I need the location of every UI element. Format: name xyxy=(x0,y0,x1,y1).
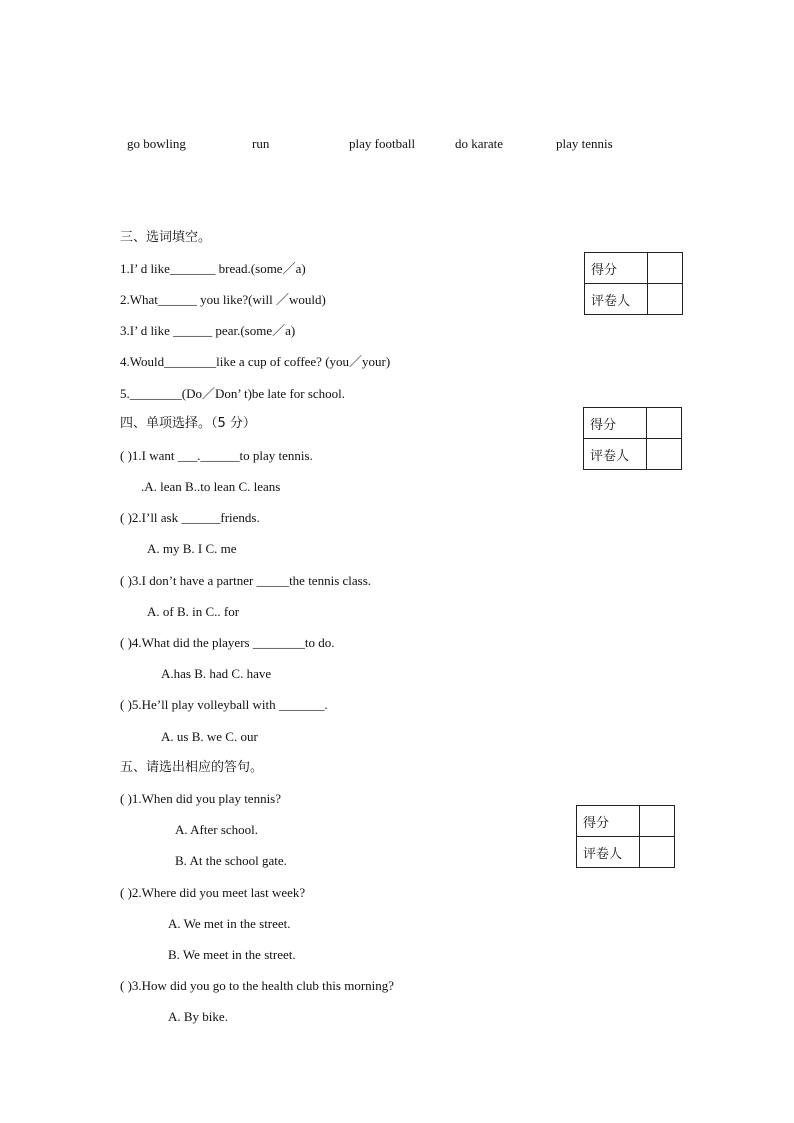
question-option: B. We meet in the street. xyxy=(168,947,296,962)
score-box xyxy=(576,805,675,868)
question-item: 2.What______ you like?(will ／would) xyxy=(120,292,326,307)
question-item: 5.________(Do／Don’ t)be late for school. xyxy=(120,386,346,401)
grader-label: 评卷人 xyxy=(577,837,640,868)
section-title: 三、选词填空。 xyxy=(120,230,212,245)
question-item: ( )3.I don’t have a partner _____the tennis class. xyxy=(120,573,372,588)
grader-cell xyxy=(640,837,675,868)
score-cell xyxy=(648,253,683,284)
question-item: ( )1.When did you play tennis? xyxy=(120,791,282,806)
question-option: A. By bike. xyxy=(168,1009,228,1024)
word-bank-item: play tennis xyxy=(556,136,613,151)
grader-label: 评卷人 xyxy=(585,284,648,315)
question-options: A.has B. had C. have xyxy=(161,666,272,681)
score-cell xyxy=(647,408,682,439)
grader-cell xyxy=(647,439,682,470)
question-item: ( )2.I’ll ask ______friends. xyxy=(120,510,260,525)
question-item: 1.I’ d like_______ bread.(some／a) xyxy=(120,261,306,276)
score-box xyxy=(584,252,683,315)
question-item: ( )1.I want ___.______to play tennis. xyxy=(120,448,313,463)
question-option: A. After school. xyxy=(175,822,259,837)
question-item: 4.Would________like a cup of coffee? (you／your) xyxy=(120,354,391,369)
word-bank-item: do karate xyxy=(455,136,504,151)
question-item: ( )5.He’ll play volleyball with _______. xyxy=(120,697,328,712)
score-label: 得分 xyxy=(584,408,647,439)
section-title: 四、单项选择。（5 分） xyxy=(120,416,256,431)
question-options: .A. lean B..to lean C. leans xyxy=(141,479,281,494)
score-box xyxy=(583,407,682,470)
question-options: A. of B. in C.. for xyxy=(147,604,240,619)
score-label: 得分 xyxy=(577,806,640,837)
question-item: ( )3.How did you go to the health club this morning? xyxy=(120,978,395,993)
question-item: ( )2.Where did you meet last week? xyxy=(120,885,306,900)
question-option: A. We met in the street. xyxy=(168,916,291,931)
question-options: A. my B. I C. me xyxy=(147,541,237,556)
grader-label: 评卷人 xyxy=(584,439,647,470)
word-bank-item: play football xyxy=(349,136,416,151)
question-options: A. us B. we C. our xyxy=(161,729,258,744)
score-label: 得分 xyxy=(585,253,648,284)
grader-cell xyxy=(648,284,683,315)
word-bank-item: go bowling xyxy=(127,136,186,151)
question-item: 3.I’ d like ______ pear.(some／a) xyxy=(120,323,296,338)
question-option: B. At the school gate. xyxy=(175,853,287,868)
score-cell xyxy=(640,806,675,837)
section-title: 五、请选出相应的答句。 xyxy=(120,760,264,775)
question-item: ( )4.What did the players ________to do. xyxy=(120,635,335,650)
word-bank-item: run xyxy=(252,136,270,151)
